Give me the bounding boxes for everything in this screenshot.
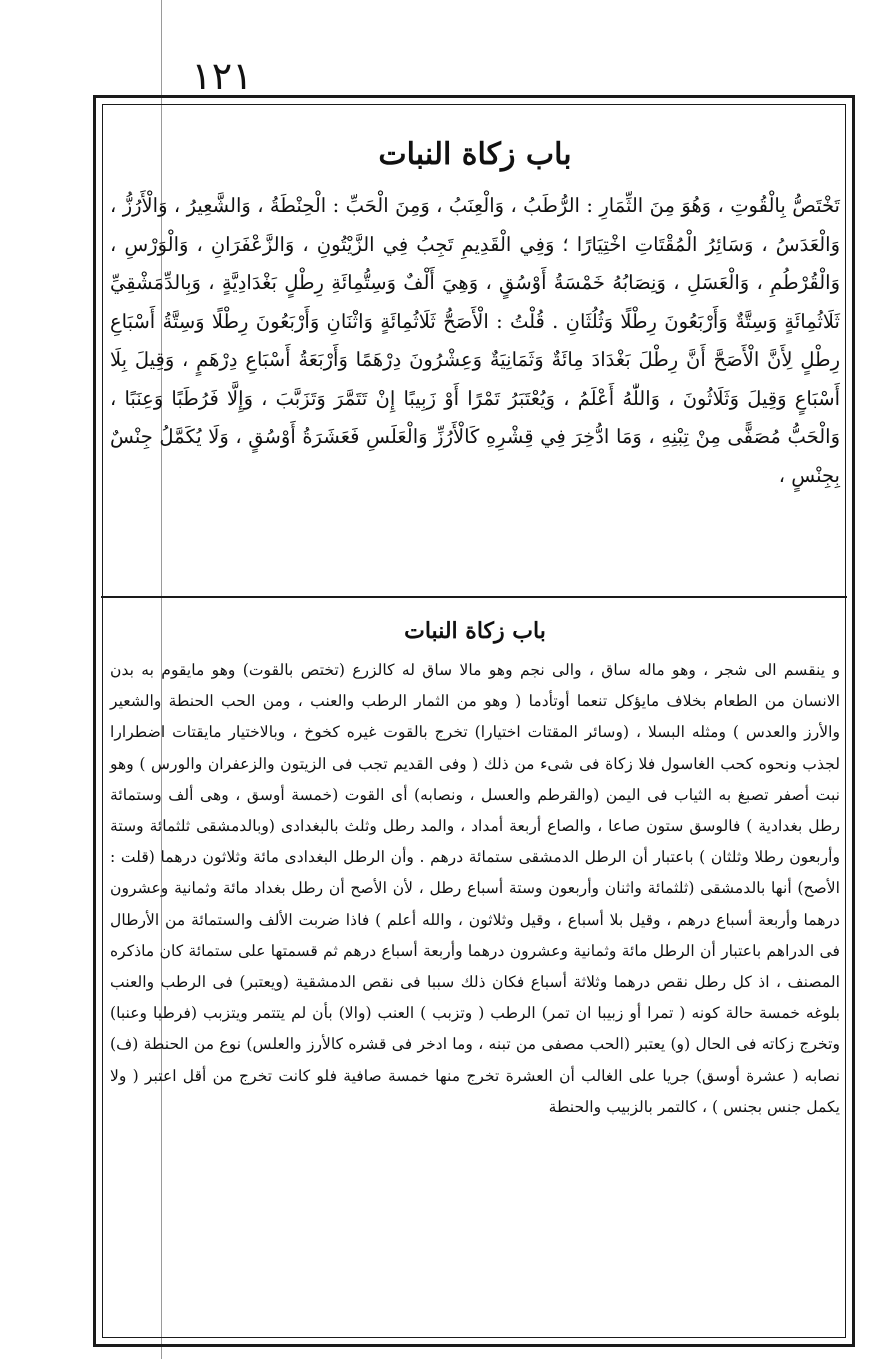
- matn-section: [110, 135, 840, 590]
- sharh-text: و ينقسم الى شجر ، وهو ماله ساق ، والى نجم وهو مالا ساق له كالزرع (تختص بالقوت) وهو مايقوم به بدن الانسان من الطعام بخلاف مايؤكل تنعما أوتأدما ( وهو من الثمار الرطب والعنب ، ومن الحب الحنطة والشعير والأرز والعدس ) ومثله البسلا ، (وسائر المقتات اختيارا) تخرج بالقوت غيره كخوخ ، وبالاختيار مايقتات اضطرارا لجذب ونحوه كحب الغاسول فلا زكاة فى شىء من ذلك ( وفى القديم تجب فى الزيتون والزعفران والورس ) وهو نبت أصفر تصبغ به الثياب فى اليمن (والقرطم والعسل ، ونصابه) أى القوت (خمسة أوسق ، وهى ألف وستمائة رطل بغدادية ) فالوسق ستون صاعا ، والصاع أربعة أمداد ، والمد رطل وثلث بالبغدادى (وبالدمشقى ثلثمائة وستة وأربعون رطلا وثلثان ) باعتبار أن الرطل الدمشقى ستمائة درهم . وأن الرطل البغدادى مائة وثلاثون درهما (قلت : الأصح) أنها بالدمشقى (ثلثمائة واثنان وأربعون وستة أسباع رطل ، لأن الأصح أن رطل بغداد مائة وثمانية وعشرون درهما وأربعة أسباع درهم ، وقيل بلا أسباع ، وقيل وثلاثون ، والله أعلم ) فاذا ضربت الألف والستمائة من الأرطال فى الدراهم باعتبار أن الرطل مائة وثمانية وعشرون درهما وأربعة أسباع درهم ثم قسمتها على ستمائة كان ماذكره المصنف ، اذ كل رطل نقص درهما وثلاثة أسباع فكان ذلك سببا فى نقص الدمشقية (ويعتبر) فى الرطب والعنب بلوغه خمسة حالة كونه ( تمرا أو زبيبا ان تمر) الرطب ( وتزبب ) العنب (والا) بأن لم يتتمر ويتزبب (فرطبا وعنبا) وتخرج زكاته فى الحال (و) يعتبر (الحب مصفى من تبنه ، وما ادخر فى قشره كالأرز والعلس) نوع من الحنطة (ف) نصابه ( عشرة أوسق) جريا على الغالب أن العشرة تخرج منها خمسة صافية فلو كانت تخرج من أقل اعتبر ( ولا يكمل جنس بجنس ) ، كالتمر بالزبيب والحنطة: [110, 661, 840, 1116]
- sharh-chapter-title: باب زكاة النبات: [404, 618, 546, 644]
- matn-text: تَخْتَصُّ بِالْقُوتِ ، وَهُوَ مِنَ الثِّمَارِ : الرُّطَبُ ، وَالْعِنَبُ ، وَمِنَ الْحَبِّ : الْحِنْطَةُ ، وَالشَّعِيرُ ، وَالْأَرُزُّ ، وَالْعَدَسُ ، وَسَائِرُ الْمُقْتَاتِ اخْتِيَارًا ؛ وَفِي الْقَدِيمِ تَجِبُ فِي الزَّيْتُونِ ، وَالزَّعْفَرَانِ ، وَالْوَرْسِ ، وَالْقُرْطُمِ ، وَالْعَسَلِ ، وَنِصَابُهُ خَمْسَةُ أَوْسُقٍ ، وَهِيَ أَلْفٌ وَسِتُّمِائَةِ رِطْلٍ بَغْدَادِيَّةٍ ، وَبِالدِّمَشْقِيِّ ثَلَاثُمِائَةٍ وَسِتَّةٌ وَأَرْبَعُونَ رِطْلًا وَثُلُثَانِ . قُلْتُ : الْأَصَحُّ ثَلَاثُمِائَةٍ وَاثْنَانِ وَأَرْبَعُونَ رِطْلًا وَسِتَّةُ أَسْبَاعِ رِطْلٍ لِأَنَّ الْأَصَحَّ أَنَّ رِطْلَ بَغْدَادَ مِائَةٌ وَثَمَانِيَةٌ وَعِشْرُونَ دِرْهَمًا وَأَرْبَعَةُ أَسْبَاعِ دِرْهَمٍ ، وَقِيلَ بِلَا أَسْبَاعٍ وَقِيلَ وَثَلَاثُونَ ، وَاللّٰهُ أَعْلَمُ ، وَيُعْتَبَرُ تَمْرًا أَوْ زَبِيبًا إِنْ تَتَمَّرَ وَتَزَبَّبَ ، وَإِلَّا فَرُطَبًا وَعِنَبًا ، وَالْحَبُّ مُصَفًّى مِنْ تِبْنِهِ ، وَمَا ادُّخِرَ فِي قِشْرِهِ كَالْأَرُزِّ وَالْعَلَسِ فَعَشَرَةُ أَوْسُقٍ ، وَلَا يُكَمَّلُ جِنْسٌ بِجِنْسٍ ،: [110, 194, 840, 487]
- page-number: ١٢١: [191, 54, 253, 98]
- section-divider: [101, 596, 847, 598]
- sharh-section: [110, 615, 840, 1335]
- matn-chapter-title: باب زكاة النبات: [378, 137, 572, 172]
